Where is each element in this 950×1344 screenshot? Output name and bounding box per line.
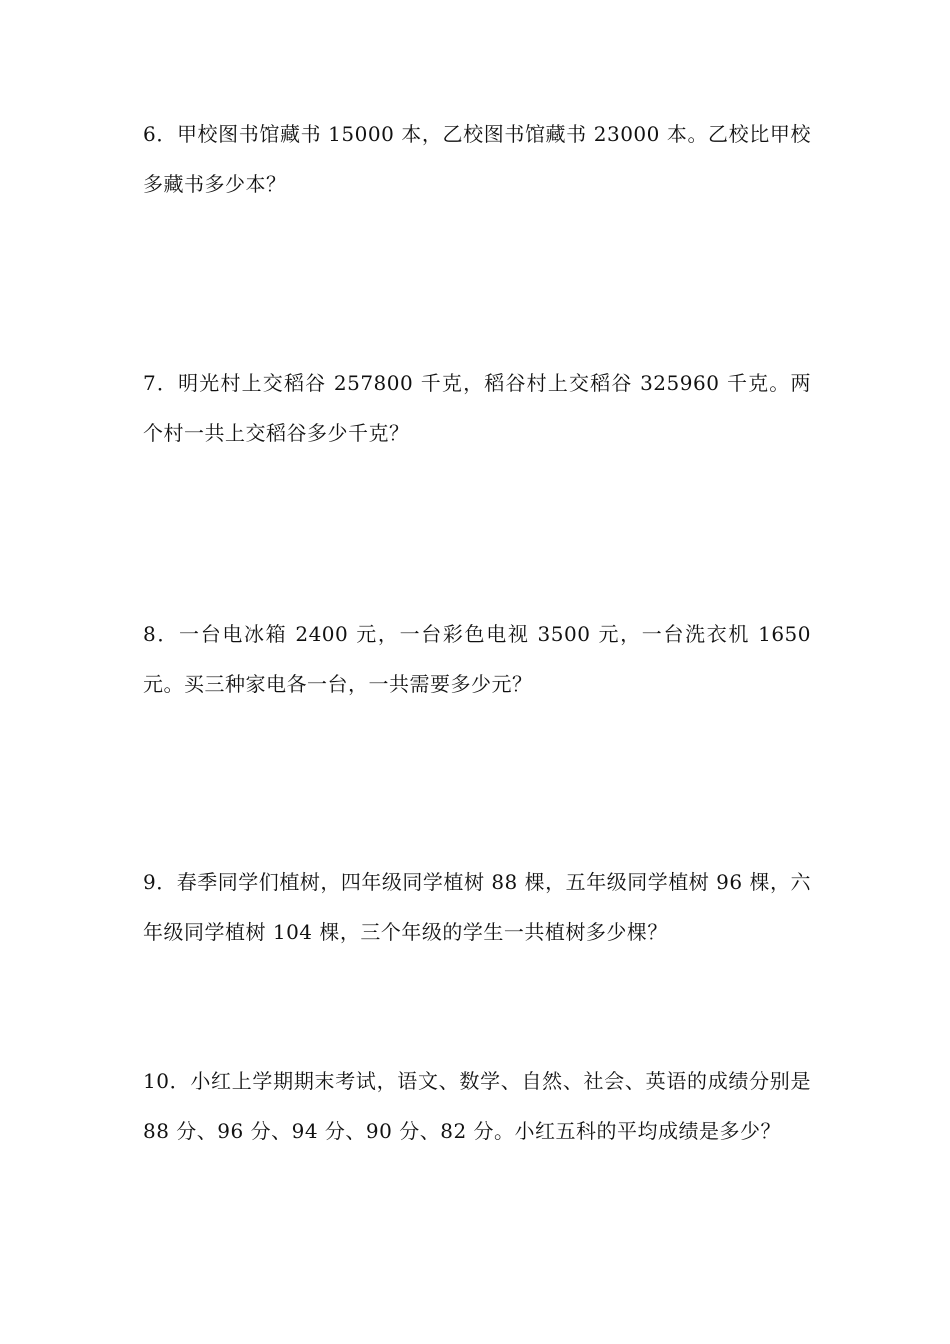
question-7: 7．明光村上交稻谷 257800 千克，稻谷村上交稻谷 325960 千克。两个村一共上交稻谷多少千克？: [143, 371, 811, 445]
question-8: 8．一台电冰箱 2400 元，一台彩色电视 3500 元，一台洗衣机 1650 元。买三种家电各一台，一共需要多少元？: [143, 622, 811, 696]
question-6: 6．甲校图书馆藏书 15000 本，乙校图书馆藏书 23000 本。乙校比甲校多藏书多少本？: [143, 122, 811, 196]
question-10: 10．小红上学期期末考试，语文、数学、自然、社会、英语的成绩分别是 88 分、96 分、94 分、90 分、82 分。小红五科的平均成绩是多少？: [143, 1069, 811, 1143]
question-9: 9．春季同学们植树，四年级同学植树 88 棵，五年级同学植树 96 棵，六年级同学植树 104 棵，三个年级的学生一共植树多少棵？: [143, 870, 811, 944]
